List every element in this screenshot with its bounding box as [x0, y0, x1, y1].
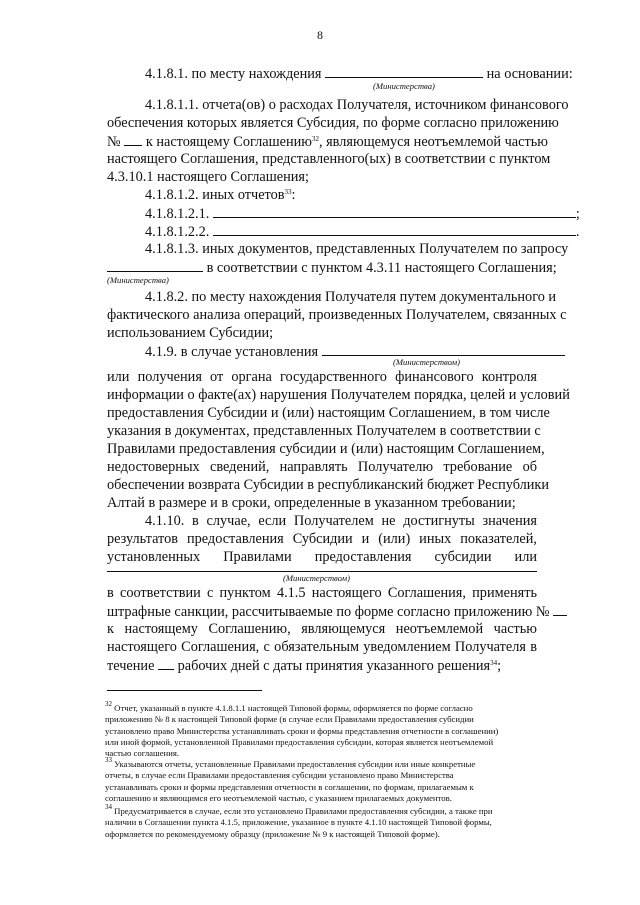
clause-text: течение [107, 658, 155, 674]
blank-field [325, 64, 483, 78]
footnote-line: частью соглашения. [105, 748, 180, 759]
footnote-ref: 34 [490, 659, 498, 667]
clause-4-1-8-2-line3: использованием Субсидии; [107, 325, 274, 341]
clause-4-1-9-line4: предоставления Субсидии и (или) настоящим Соглашением, в том числе [107, 405, 550, 421]
field-caption: (Министерства) [107, 275, 169, 285]
blank-field [213, 222, 576, 236]
clause-text: к настоящему Соглашению [145, 134, 312, 150]
clause-text: № [107, 134, 121, 150]
footnote-34 [105, 803, 536, 840]
field-caption: (Министерства) [373, 81, 435, 91]
footnote-line [105, 756, 536, 770]
clause-text: ; [575, 206, 580, 222]
footnote-marker: 33 [105, 756, 112, 764]
clause-4-1-10-line4: в соответствии с пунктом 4.1.5 настоящего Соглашения, применять [107, 585, 537, 601]
clause-text: штрафные санкции, рассчитываемые по форме согласно приложению № [107, 604, 550, 620]
clause-4-1-9-line8: обеспечении возврата Субсидии в республиканский бюджет Республики [107, 477, 550, 493]
clause-4-1-9-line6: Правилами предоставления субсидии и (или) настоящим Соглашением, [107, 441, 545, 457]
footnote-line [105, 803, 536, 817]
clause-4-1-10-line1: 4.1.10. в случае, если Получателем не достигнуты значения [145, 513, 537, 529]
clause-text: 4.1.8.1. по месту нахождения [145, 66, 322, 82]
clause-4-1-9-line7: недостоверных сведений, направлять Получателю требование об [107, 459, 537, 475]
clause-text: рабочих дней с даты принятия указанного решения [177, 658, 491, 674]
clause-4-1-10-line5 [107, 602, 567, 621]
blank-field [124, 132, 142, 146]
page-number: 8 [317, 28, 323, 42]
clause-text: : [291, 187, 296, 203]
blank-field [322, 342, 565, 356]
footnote-marker: 32 [105, 700, 112, 708]
footnote-line: оформляется по рекомендуемому образцу (приложение № 9 к настоящей Типовой форме). [105, 828, 440, 839]
footnote-text: Указываются отчеты, установленные Правилами предоставления субсидии или иные конкретные [114, 759, 476, 769]
clause-4-1-8-1-2 [145, 186, 296, 204]
blank-field-line [107, 571, 537, 572]
footnote-line: приложению № 8 к настоящей Типовой форме (в случае если Правилами предоставления субсидии [105, 714, 474, 725]
clause-text: 4.1.8.1.2. иных отчетов [145, 187, 285, 203]
clause-4-1-8-1-1-line3 [107, 132, 548, 151]
clause-text: в соответствии с пунктом 4.3.11 настоящего Соглашения; [206, 260, 557, 276]
footnote-line: отчеты, в случае если Правилами предоставления субсидии установлено право Министерства [105, 770, 454, 781]
footnote-32 [105, 700, 536, 759]
clause-4-1-8-1-1-line4: настоящего Соглашения, представленного(ых) в соответствии с пунктом [107, 151, 551, 167]
clause-4-1-8-1-3-line2 [107, 258, 557, 277]
clause-4-1-9-line2: или получения от органа государственного финансового контроля [107, 369, 537, 385]
footnote-text: Предусматривается в случае, если это установлено Правилами предоставления субсидии, а также при [114, 806, 493, 816]
clause-text: , являющемуся неотъемлемой частью [318, 134, 548, 150]
clause-4-1-8-1-3-line1: 4.1.8.1.3. иных документов, представленных Получателем по запросу [145, 241, 569, 257]
clause-text: 4.1.9. в случае установления [145, 344, 319, 360]
clause-4-1-10-line8 [107, 656, 501, 675]
clause-text: на основании: [486, 66, 573, 82]
clause-4-1-8-2-line2: фактического анализа операций, произведенных Получателем, связанных с [107, 307, 567, 323]
footnote-line: или иной формой, установленной Правилами предоставления субсидии, которая является неотъемлемой [105, 736, 494, 747]
clause-4-1-10-line2: результатов предоставления Субсидии и (или) иных показателей, [107, 531, 537, 547]
footnote-line: наличии в Соглашении пункта 4.1.5, приложение, указанное в пункте 4.1.10 настоящей Типовой формы, [105, 817, 492, 828]
clause-text: 4.1.8.1.2.2. [145, 224, 210, 240]
clause-4-1-8-1 [145, 64, 573, 83]
clause-4-1-8-1-1-line5: 4.3.10.1 настоящего Соглашения; [107, 169, 309, 185]
footnote-marker: 34 [105, 803, 112, 811]
footnote-separator [107, 690, 262, 691]
blank-field [213, 204, 576, 218]
clause-text: обеспечения которых является Субсидия, по форме согласно приложению [107, 115, 559, 131]
clause-text: 4.1.8.1.2.1. [145, 206, 210, 222]
blank-field [553, 602, 567, 616]
clause-4-1-8-1-1-line1: 4.1.8.1.1. отчета(ов) о расходах Получателя, источником финансового [145, 97, 569, 113]
clause-4-1-8-1-2-1 [145, 204, 580, 223]
footnote-line [105, 700, 536, 714]
footnote-33 [105, 756, 536, 804]
clause-4-1-9-line9: Алтай в размере и в сроки, определенные в указанном требовании; [107, 495, 516, 511]
clause-4-1-9 [145, 342, 565, 361]
footnote-line: устанавливать сроки и формы представления отчетности в соглашении, по формам, прилагаемым к [105, 781, 474, 792]
footnote-ref: 32 [311, 135, 319, 143]
clause-4-1-9-line5: указания в документах, представленных Получателем в соответствии с [107, 423, 541, 439]
clause-4-1-8-1-1-line2 [107, 114, 559, 132]
blank-field [158, 656, 174, 670]
footnote-line: установлено право Министерства устанавливать сроки и формы представления отчетности в соглашении) [105, 725, 499, 736]
clause-4-1-10-line6: к настоящему Соглашению, являющемуся неотъемлемой частью [107, 621, 537, 637]
clause-text: ; [497, 658, 502, 674]
footnote-ref: 33 [284, 188, 292, 196]
clause-text: . [575, 224, 580, 240]
clause-4-1-8-2-line1: 4.1.8.2. по месту нахождения Получателя путем документального и [145, 289, 557, 305]
clause-4-1-10-line7: настоящего Соглашения, с обязательным уведомлением Получателя в [107, 639, 537, 655]
clause-4-1-10-line3: установленных Правилами предоставления субсидии или [107, 549, 537, 565]
field-caption: (Министерством) [283, 573, 350, 583]
clause-4-1-9-line3: информации о факте(ах) нарушения Получателем порядка, целей и условий [107, 387, 570, 403]
footnote-line: соглашению и являющимся его неотъемлемой частью, с указанием прилагаемых документов. [105, 792, 452, 803]
blank-field [107, 258, 203, 272]
footnote-text: Отчет, указанный в пункте 4.1.8.1.1 настоящей Типовой формы, оформляется по форме согласно [114, 703, 473, 713]
clause-4-1-8-1-2-2 [145, 222, 580, 241]
field-caption: (Министерством) [393, 357, 460, 367]
